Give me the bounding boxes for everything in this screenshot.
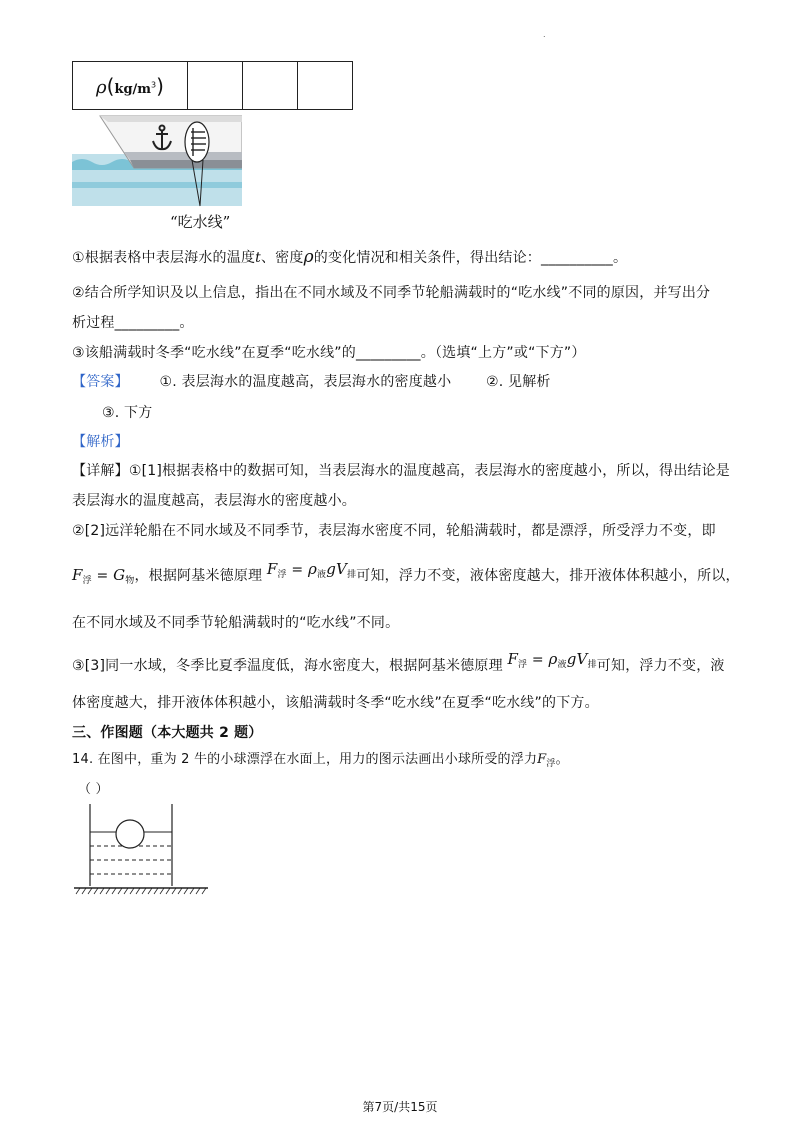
formula-sub-ye: 液	[557, 660, 567, 670]
analysis-p3-line-1	[72, 650, 725, 676]
question-2-line-2: 析过程_________。	[72, 315, 194, 331]
formula-V: V	[576, 650, 588, 668]
q1-text-a: ①根据表格中表层海水的温度	[72, 250, 256, 266]
question-3: ③该船满载时冬季“吃水线”在夏季“吃水线”的_________。（选填“上方”或“下方”）	[72, 345, 586, 361]
q14-F-symbol: F	[537, 752, 547, 767]
paren-open: (	[106, 73, 115, 98]
formula-archimedes-1	[267, 562, 356, 578]
detail-tag: 【详解】	[72, 463, 129, 479]
formula-sub-pai: 排	[347, 570, 357, 580]
ball-in-water-figure	[72, 802, 212, 898]
rho-unit-exponent: 3	[151, 79, 157, 89]
analysis-p2-mid: ，根据阿基米德原理	[134, 568, 263, 584]
formula-eq: =	[291, 562, 304, 578]
analysis-p2-line-1: ②[2]远洋轮船在不同水域及不同季节，表层海水密度不同，轮船满载时，都是漂浮，所受浮力不变，即	[72, 523, 716, 539]
formula-g: g	[566, 650, 577, 668]
table-cell-2	[243, 62, 298, 110]
analysis-p3-line-2: 体密度越大，排开液体体积越小，该船满载时冬季“吃水线”在夏季“吃水线”的下方。	[72, 695, 599, 711]
question-1	[72, 247, 627, 267]
q1-rho-symbol: ρ	[303, 247, 314, 267]
analysis-p1-line-2: 表层海水的温度越高，表层海水的密度越小。	[72, 493, 356, 509]
answer-blank: （ ）	[78, 782, 109, 797]
paren-close: )	[156, 73, 164, 98]
formula-sub-fu: 浮	[82, 576, 92, 586]
q14-text: 14. 在图中，重为 2 牛的小球漂浮在水面上，用力的图示法画出小球所受的浮力	[72, 752, 538, 767]
formula-rho: ρ	[548, 650, 558, 668]
section-3-heading: 三、作图题（本大题共 2 题）	[72, 725, 263, 741]
rho-label-cell	[73, 62, 188, 110]
formula-F: F	[72, 566, 83, 584]
answer-part-1: ①. 表层海水的温度越高，表层海水的密度越小	[159, 374, 452, 390]
q14-end: 。	[555, 752, 569, 767]
formula-F: F	[266, 560, 278, 578]
formula-sub-wu: 物	[125, 576, 135, 586]
analysis-p2-tail: 可知，浮力不变，液体密度越大，排开液体体积越小，所以，	[356, 568, 740, 584]
q1-text-b: 、密度	[260, 250, 304, 266]
question-2-line-1: ②结合所学知识及以上信息，指出在不同水域及不同季节轮船满载时的“吃水线”不同的原因，并写出分	[72, 285, 711, 301]
formula-rho: ρ	[307, 560, 318, 578]
analysis-p3-text-b: 可知，浮力不变，液	[596, 658, 725, 674]
answer-tag: 【答案】	[72, 374, 129, 390]
analysis-p2-line-2	[72, 560, 740, 586]
q1-t-symbol: t	[255, 250, 261, 266]
answer-part-2: ②. 见解析	[485, 374, 551, 390]
table-cell-3	[298, 62, 353, 110]
formula-eq: =	[96, 568, 109, 584]
formula-sub-ye: 液	[317, 570, 327, 580]
rho-unit: kg/m	[114, 81, 152, 97]
formula-g: g	[326, 560, 337, 578]
density-table	[72, 61, 353, 110]
analysis-p2-line-3: 在不同水域及不同季节轮船满载时的“吃水线”不同。	[72, 615, 400, 631]
q14-sub-fu: 浮	[546, 759, 556, 769]
formula-F: F	[507, 650, 519, 668]
answer-line-1	[72, 371, 551, 391]
formula-sub-fu: 浮	[518, 660, 528, 670]
floating-ball	[116, 820, 144, 848]
analysis-p1-text: ①[1]根据表格中的数据可知，当表层海水的温度越高，表层海水的密度越小，所以，得出结论是	[128, 463, 730, 479]
corner-dot: .	[543, 30, 546, 39]
formula-eq: =	[531, 652, 544, 668]
formula-G: G	[113, 566, 126, 584]
formula-archimedes-2	[507, 652, 596, 668]
formula-V: V	[336, 560, 348, 578]
analysis-p3-text-a: ③[3]同一水域，冬季比夏季温度低，海水密度大，根据阿基米德原理	[72, 658, 503, 674]
analysis-p1-line-1	[72, 460, 730, 480]
question-14	[72, 748, 569, 769]
q1-text-c: 的变化情况和相关条件，得出结论：__________。	[313, 250, 628, 266]
formula-sub-pai: 排	[587, 660, 597, 670]
answer-part-3: ③. 下方	[102, 405, 153, 421]
rho-symbol: ρ	[96, 76, 107, 98]
formula-sub-fu: 浮	[277, 570, 287, 580]
analysis-tag: 【解析】	[72, 434, 129, 450]
table-cell-1	[188, 62, 243, 110]
ship-waterline-figure	[72, 110, 242, 210]
figure-caption: “吃水线”	[170, 213, 231, 231]
page-footer: 第7页/共15页	[362, 1100, 438, 1114]
